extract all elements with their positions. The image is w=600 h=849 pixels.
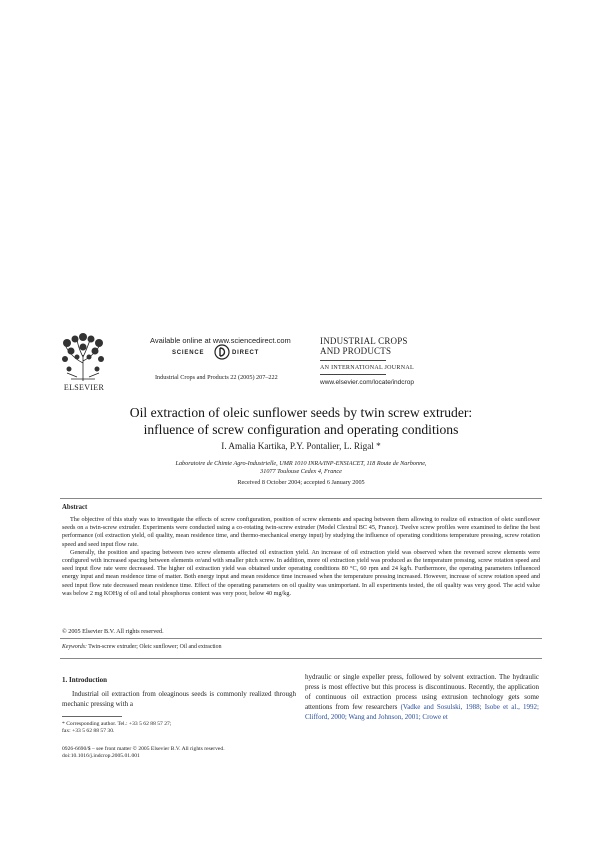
received-dates: Received 8 October 2004; accepted 6 January 2005 — [237, 479, 365, 486]
divider-top — [60, 498, 542, 499]
abstract-body — [62, 516, 540, 598]
section-heading: 1. Introduction — [62, 676, 107, 684]
journal-subtitle: AN INTERNATIONAL JOURNAL — [320, 365, 414, 371]
right-column-text: hydraulic or single expeller press, followed by solvent extraction. The hydraulic press is most effective but this process is discontinuous. Recently, the application of continuous oil extraction process using extrusion technology gets some attentions from few researchers (Vadke and Sosulski, 1988; Isobe et al., 1992; Clifford, 2000; Wang and Johnson, 2001; Crowe et — [305, 673, 539, 721]
journal-rule-top — [320, 360, 386, 361]
corresponding-author-footnote: * Corresponding author. Tel.: +33 5 62 88 57 27; fax: +33 5 62 88 57 30. — [62, 721, 172, 734]
citation-links[interactable]: (Vadke and Sosulski, 1988; Isobe et al., 1992; Clifford, 2000; Wang and Johnson, 2001; Crowe et — [305, 703, 539, 721]
issn-doi: 0926-6690/$ – see front matter © 2005 Elsevier B.V. All rights reserved. doi:10.1016/j.indcrop.2005.01.001 — [62, 746, 225, 759]
publisher-name: ELSEVIER — [63, 383, 105, 392]
available-online-text: Available online at www.sciencedirect.com — [150, 336, 291, 345]
keywords: Keywords: Twin-screw extruder; Oleic sunflower; Oil and extraction — [62, 644, 222, 650]
divider-keywords — [60, 638, 542, 639]
journal-rule-bottom — [320, 374, 386, 375]
elsevier-tree-logo — [57, 333, 109, 383]
abstract-heading: Abstract — [62, 504, 88, 511]
affiliation: Laboratoire de Chimie Agro-Industrielle, UMR 1010 INRA/INP-ENSIACET, 118 Route de Narbonne, 31077 Toulouse Cedex 4, France — [175, 460, 427, 475]
sciencedirect-logo-right: DIRECT — [232, 350, 260, 356]
abstract-paragraph-2: Generally, the position and spacing between two screw elements affected oil extraction yield. An increase of oil extraction yield was observed when the reversed screw elements were configured with increased spacing between elements or/and with smaller pitch screw. In addition, more oil extraction yield was produced as the temperature pressing, screw rotation speed and seed input flow rate were decreased. The higher oil extraction yield was obtained under operating conditions 80 °C, 60 rpm and 24 kg/h. Furthermore, the operating parameters influenced energy input and mean residence time of matter. Both energy input and mean residence time increased when the temperature pressing increased. However, increase of screw rotation speed and seed input flow rate decreased mean residence time. Effect of the operating parameters on oil quality was unimportant. In all experiments tested, the oil quality was very good. The acid value was below 2 mg KOH/g of oil and total phosphorus content was very poor, below 40 mg/kg. — [62, 548, 540, 597]
abstract-paragraph-1: The objective of this study was to investigate the effects of screw configuration, position of screw elements and spacing between them allowing to realize oil extraction of oleic sunflower seeds on a twin-screw extruder. Experiments were conducted using a co-rotating twin-screw extruder (Model Clextral BC 45, France). Twelve screw profiles were examined to define the best performance (oil extraction yield, oil quality, mean residence time, and thermo-mechanical energy input) by studying the influence of operating conditions temperature pressing, screw rotation speed and seed input flow rate. — [62, 516, 540, 548]
journal-title: INDUSTRIAL CROPS AND PRODUCTS — [320, 336, 408, 356]
divider-bottom — [60, 658, 542, 659]
journal-url-link[interactable]: www.elsevier.com/locate/indcrop — [320, 379, 414, 386]
sciencedirect-logo-left: SCIENCE — [172, 350, 205, 356]
left-column-text: Industrial oil extraction from oleaginous seeds is commonly realized through mechanic pressing with a — [62, 690, 296, 708]
authors: I. Amalia Kartika, P.Y. Pontalier, L. Rigal * — [221, 441, 381, 451]
doi-link[interactable]: doi:10.1016/j.indcrop.2005.01.001 — [62, 753, 140, 759]
footnote-rule — [62, 716, 122, 717]
journal-citation: Industrial Crops and Products 22 (2005) 207–222 — [155, 374, 278, 381]
copyright-notice: © 2005 Elsevier B.V. All rights reserved. — [62, 628, 164, 635]
sciencedirect-d-icon — [214, 344, 230, 360]
article-title: Oil extraction of oleic sunflower seeds by twin screw extruder: influence of screw configuration and operating conditions — [129, 405, 473, 437]
